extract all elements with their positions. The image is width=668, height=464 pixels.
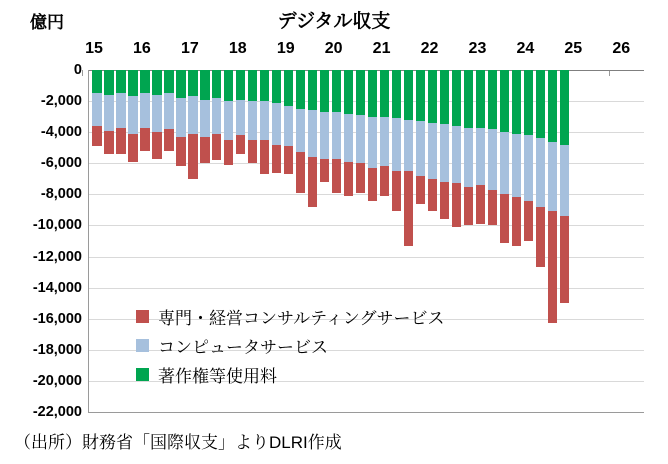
- y-axis-tick-label: -14,000: [32, 279, 82, 296]
- bar-segment: [392, 118, 401, 171]
- bar-segment: [248, 140, 257, 163]
- bar-stack: [212, 70, 221, 160]
- bar-stack: [308, 70, 317, 207]
- bar-stack: [164, 70, 173, 151]
- y-axis-tick-label: 0: [73, 62, 82, 78]
- bar-segment: [272, 70, 281, 103]
- bar-segment: [308, 70, 317, 110]
- bar-segment: [104, 95, 113, 131]
- bar-segment: [164, 93, 173, 129]
- bar-segment: [200, 137, 209, 163]
- x-axis-tick-label: 15: [85, 40, 103, 57]
- y-axis-tick-label: -16,000: [32, 310, 82, 327]
- x-axis-tick-mark: [82, 70, 83, 76]
- bar-stack: [536, 70, 545, 267]
- bar-segment: [560, 216, 569, 303]
- bar-segment: [524, 201, 533, 241]
- bar-stack: [248, 70, 257, 163]
- bar-segment: [488, 70, 497, 129]
- bar-segment: [416, 70, 425, 121]
- bar-segment: [284, 146, 293, 174]
- bar-segment: [104, 131, 113, 154]
- legend: [136, 302, 444, 389]
- bar-segment: [416, 121, 425, 175]
- y-axis-tick-label: -18,000: [32, 341, 82, 358]
- bar-segment: [548, 70, 557, 142]
- bar-segment: [200, 70, 209, 100]
- bar-stack: [500, 70, 509, 243]
- bar-segment: [440, 70, 449, 124]
- bar-stack: [116, 70, 125, 154]
- bar-stack: [488, 70, 497, 225]
- bar-segment: [464, 70, 473, 128]
- bar-segment: [128, 96, 137, 133]
- bar-segment: [392, 70, 401, 118]
- bar-segment: [128, 134, 137, 162]
- bar-segment: [488, 190, 497, 226]
- bar-segment: [236, 135, 245, 154]
- bar-segment: [272, 103, 281, 145]
- bar-segment: [500, 194, 509, 242]
- bar-stack: [176, 70, 185, 166]
- legend-item: [136, 302, 444, 331]
- bar-stack: [524, 70, 533, 241]
- bar-segment: [116, 128, 125, 154]
- bar-segment: [212, 98, 221, 134]
- bar-segment: [380, 70, 389, 117]
- bar-segment: [224, 101, 233, 140]
- bar-segment: [260, 70, 269, 101]
- legend-swatch-icon: [136, 339, 149, 352]
- x-axis-tick-label: 16: [133, 40, 151, 57]
- bar-stack: [296, 70, 305, 193]
- bar-segment: [164, 129, 173, 151]
- bar-segment: [524, 135, 533, 200]
- bar-stack: [140, 70, 149, 151]
- bar-segment: [332, 70, 341, 112]
- bar-segment: [344, 114, 353, 162]
- bar-segment: [368, 168, 377, 201]
- bar-segment: [104, 70, 113, 95]
- bar-stack: [272, 70, 281, 173]
- bar-segment: [344, 70, 353, 114]
- bar-segment: [452, 126, 461, 184]
- bar-segment: [512, 134, 521, 198]
- x-axis-tick-label: 23: [468, 40, 487, 57]
- bar-stack: [188, 70, 197, 179]
- bar-segment: [464, 128, 473, 187]
- x-axis-tick-label: 21: [372, 40, 391, 57]
- bar-segment: [248, 70, 257, 101]
- y-axis-unit-label: 億円: [30, 13, 64, 32]
- bar-segment: [320, 159, 329, 182]
- bar-stack: [356, 70, 365, 193]
- bar-segment: [416, 176, 425, 204]
- bar-segment: [284, 70, 293, 106]
- bar-segment: [260, 140, 269, 174]
- bar-segment: [116, 93, 125, 127]
- bar-stack: [104, 70, 113, 154]
- bar-segment: [404, 171, 413, 246]
- bar-segment: [212, 134, 221, 160]
- x-axis-tick-label: 26: [612, 40, 631, 57]
- bar-segment: [404, 70, 413, 120]
- bar-segment: [92, 126, 101, 146]
- legend-item-label: 専門・経営コンサルティングサービス: [158, 309, 445, 328]
- bar-segment: [152, 132, 161, 158]
- bar-segment: [344, 162, 353, 196]
- bar-segment: [224, 140, 233, 165]
- bar-segment: [296, 109, 305, 153]
- x-axis-tick-label: 25: [564, 40, 583, 57]
- bar-segment: [440, 182, 449, 219]
- bar-stack: [224, 70, 233, 165]
- x-axis-tick-label: 18: [228, 40, 247, 57]
- bar-segment: [332, 159, 341, 193]
- bar-segment: [236, 100, 245, 136]
- bar-segment: [452, 70, 461, 126]
- bar-segment: [188, 70, 197, 96]
- bar-segment: [488, 129, 497, 190]
- bar-segment: [140, 70, 149, 93]
- x-axis-tick-label: 17: [180, 40, 199, 57]
- bar-segment: [284, 106, 293, 146]
- bar-segment: [176, 98, 185, 137]
- bar-stack: [344, 70, 353, 196]
- bar-segment: [368, 117, 377, 168]
- bar-segment: [152, 70, 161, 95]
- y-axis-tick-label: -8,000: [40, 186, 82, 203]
- bar-segment: [308, 157, 317, 207]
- y-axis-tick-label: -10,000: [32, 217, 82, 234]
- x-axis-line: [88, 412, 644, 413]
- bar-segment: [320, 70, 329, 112]
- bar-stack: [560, 70, 569, 303]
- y-axis-tick-label: -6,000: [40, 155, 82, 172]
- y-axis-tick-label: -22,000: [32, 404, 82, 420]
- bar-segment: [188, 134, 197, 179]
- bar-segment: [260, 101, 269, 140]
- legend-item-label: 著作権等使用料: [158, 367, 277, 386]
- x-axis-tick-label: 19: [276, 40, 295, 57]
- bar-segment: [188, 96, 197, 133]
- bar-segment: [392, 171, 401, 211]
- bar-segment: [524, 70, 533, 135]
- bar-segment: [164, 70, 173, 93]
- bar-segment: [272, 145, 281, 173]
- bar-stack: [92, 70, 101, 146]
- bar-segment: [116, 70, 125, 93]
- bar-stack: [464, 70, 473, 225]
- bar-segment: [140, 128, 149, 151]
- bar-stack: [200, 70, 209, 163]
- x-axis-tick-label: 20: [324, 40, 343, 57]
- y-axis-tick-label: -12,000: [32, 248, 82, 265]
- bar-segment: [380, 166, 389, 196]
- bar-segment: [356, 163, 365, 193]
- bar-segment: [92, 93, 101, 126]
- bar-stack: [476, 70, 485, 224]
- bar-segment: [548, 142, 557, 212]
- bar-segment: [500, 132, 509, 194]
- x-axis-tick-label: 24: [516, 40, 535, 57]
- bar-segment: [296, 70, 305, 109]
- bar-segment: [92, 70, 101, 93]
- bar-stack: [440, 70, 449, 219]
- bar-stack: [392, 70, 401, 211]
- bar-stack: [284, 70, 293, 174]
- bar-segment: [476, 185, 485, 224]
- y-axis-tick-label: -20,000: [32, 372, 82, 389]
- bar-segment: [176, 137, 185, 167]
- bar-segment: [248, 101, 257, 140]
- bar-segment: [536, 70, 545, 138]
- bar-segment: [428, 123, 437, 179]
- bar-segment: [320, 112, 329, 159]
- source-note: （出所）財務省「国際収支」よりDLRI作成: [14, 433, 342, 452]
- bar-stack: [548, 70, 557, 323]
- bar-segment: [440, 124, 449, 182]
- bar-stack: [320, 70, 329, 182]
- bar-segment: [296, 152, 305, 192]
- chart-title: デジタル収支: [277, 11, 391, 32]
- bar-segment: [536, 207, 545, 268]
- bar-segment: [380, 117, 389, 167]
- bar-stack: [236, 70, 245, 154]
- bar-stack: [260, 70, 269, 174]
- legend-swatch-icon: [136, 310, 149, 323]
- bar-segment: [332, 112, 341, 159]
- bar-segment: [512, 197, 521, 245]
- bar-stack: [380, 70, 389, 196]
- bar-stack: [428, 70, 437, 211]
- bar-segment: [452, 183, 461, 227]
- bar-segment: [548, 211, 557, 323]
- bar-segment: [476, 128, 485, 186]
- bar-segment: [200, 100, 209, 137]
- legend-item: [136, 331, 444, 360]
- bar-segment: [152, 95, 161, 132]
- bar-segment: [212, 70, 221, 98]
- bar-stack: [416, 70, 425, 204]
- bar-segment: [224, 70, 233, 101]
- y-axis-tick-label: -4,000: [40, 124, 82, 141]
- bar-segment: [560, 145, 569, 217]
- bar-segment: [560, 70, 569, 145]
- bar-segment: [176, 70, 185, 98]
- legend-item-label: コンピュータサービス: [158, 338, 328, 357]
- bar-segment: [512, 70, 521, 134]
- bar-segment: [236, 70, 245, 100]
- bar-segment: [500, 70, 509, 132]
- bar-segment: [368, 70, 377, 117]
- legend-item: [136, 360, 444, 389]
- bar-segment: [356, 115, 365, 163]
- bar-segment: [404, 120, 413, 171]
- legend-swatch-icon: [136, 368, 149, 381]
- bar-segment: [536, 138, 545, 206]
- bar-stack: [128, 70, 137, 162]
- bar-stack: [368, 70, 377, 201]
- x-axis-tick-label: 22: [420, 40, 439, 57]
- y-axis-tick-label: -2,000: [40, 93, 82, 110]
- bar-segment: [476, 70, 485, 128]
- bar-segment: [140, 93, 149, 127]
- bar-segment: [428, 179, 437, 212]
- bar-segment: [428, 70, 437, 123]
- bar-stack: [152, 70, 161, 159]
- bar-segment: [464, 187, 473, 226]
- bar-segment: [356, 70, 365, 115]
- bar-segment: [308, 110, 317, 157]
- bar-stack: [452, 70, 461, 227]
- bar-stack: [512, 70, 521, 246]
- bar-stack: [404, 70, 413, 246]
- bar-segment: [128, 70, 137, 96]
- bar-stack: [332, 70, 341, 193]
